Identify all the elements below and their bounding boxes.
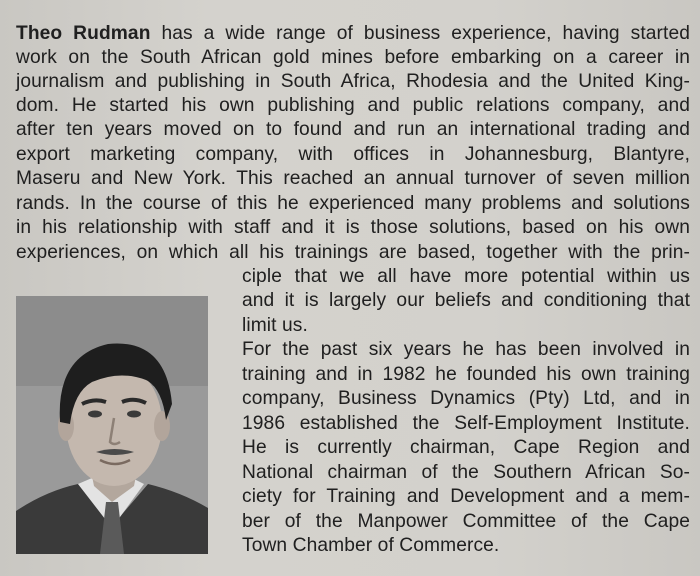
bio-line-16: company, Business Dynamics (Pty) Ltd, and in bbox=[242, 388, 690, 409]
bio-line-9: in his relationship with staff and it is those solutions, based on his own bbox=[16, 217, 690, 238]
bio-line-21: ber of the Manpower Committee of the Cape bbox=[242, 511, 690, 532]
left-eye bbox=[88, 411, 102, 418]
bio-line-14: For the past six years he has been involved in bbox=[242, 339, 690, 360]
bio-line-13: limit us. bbox=[242, 315, 308, 336]
bio-line-2: work on the South African gold mines before embarking on a career in bbox=[16, 47, 690, 68]
author-portrait-photo bbox=[16, 296, 208, 554]
portrait-illustration bbox=[16, 296, 208, 554]
bio-line-8: rands. In the course of this he experienced many problems and solutions bbox=[16, 193, 690, 214]
bio-line-6: export marketing company, with offices in Johannesburg, Blantyre, bbox=[16, 144, 690, 165]
bio-line-11: ciple that we all have more potential within us bbox=[242, 266, 690, 287]
author-name: Theo Rudman bbox=[16, 23, 151, 44]
right-eye bbox=[127, 411, 141, 418]
bio-line-1 bbox=[16, 21, 690, 47]
bio-line-7: Maseru and New York. This reached an annual turnover of seven million bbox=[16, 168, 690, 189]
bio-line-1-text: has a wide range of business experience, having started bbox=[150, 23, 690, 44]
bio-line-12: and it is largely our beliefs and conditioning that bbox=[242, 290, 690, 311]
bio-line-19: National chairman of the Southern African So- bbox=[242, 462, 690, 483]
bio-line-4: dom. He started his own publishing and public relations company, and bbox=[16, 95, 690, 116]
bio-line-17: 1986 established the Self-Employment Institute. bbox=[242, 413, 690, 434]
bio-line-10: experiences, on which all his trainings are based, together with the prin- bbox=[16, 242, 690, 263]
bio-line-15: training and in 1982 he founded his own training bbox=[242, 364, 690, 385]
bio-line-18: He is currently chairman, Cape Region and bbox=[242, 437, 690, 458]
bio-line-20: ciety for Training and Development and a mem- bbox=[242, 486, 690, 507]
bio-line-5: after ten years moved on to found and run an international trading and bbox=[16, 119, 690, 140]
bio-line-3: journalism and publishing in South Africa, Rhodesia and the United King- bbox=[16, 71, 690, 92]
bio-line-22: Town Chamber of Commerce. bbox=[242, 535, 500, 556]
